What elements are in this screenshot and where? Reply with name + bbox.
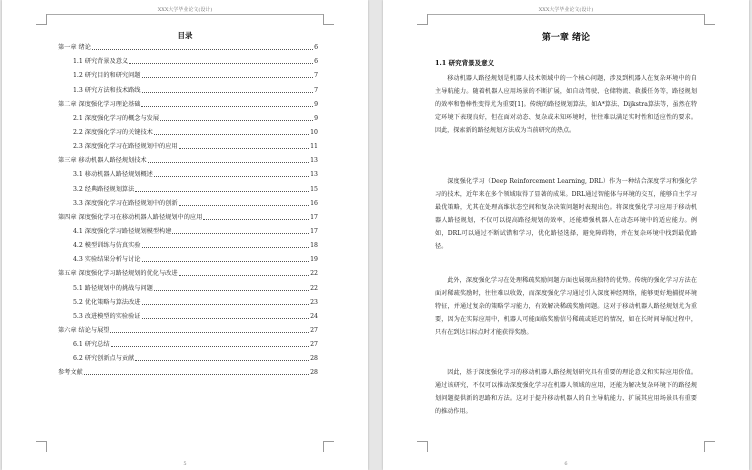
crop-mark	[417, 14, 428, 25]
toc-entry[interactable]	[58, 250, 318, 264]
toc-entry[interactable]	[58, 66, 318, 80]
page-number: 5	[183, 461, 187, 467]
toc-entry[interactable]	[58, 335, 318, 349]
toc-entry-page: 13	[310, 171, 318, 179]
toc-entry-label: 第三章 移动机器人路径规划技术	[58, 157, 147, 165]
toc-page	[2, 0, 368, 470]
toc-leader-dots	[142, 77, 314, 78]
toc-entry[interactable]	[58, 293, 318, 307]
toc-entry-label: 3.3 深度强化学习在路径规划中的创新	[73, 199, 178, 207]
toc-leader-dots	[203, 219, 309, 220]
toc-leader-dots	[160, 120, 313, 121]
body-paragraph: 移动机器人路径规划是机器人技术领域中的一个核心问题，涉及到机器人在复杂环境中的自主导航能力。随着机器人应用场景的不断扩展，如自动驾驶、仓储物流、救援任务等，路径规划的效率和鲁棒性变得尤为重要[1]。传统的路径规划算法，如A*算法、Dijkstra算法等，虽然在特定环境下表现良好，但在面对动态、复杂或未知环境时，往往难以满足实时性和适应性的要求。因此，探索新的路径规划方法成为当前研究的热点。	[435, 75, 697, 135]
toc-entry-page: 7	[314, 72, 318, 80]
toc-entry-label: 5.2 优化策略与算法改进	[73, 298, 141, 306]
running-header: XXX大学毕业论文(设计)	[157, 7, 213, 13]
toc-entry[interactable]	[58, 236, 318, 250]
toc-entry-label: 5.3 改进模型的实验验证	[73, 312, 141, 320]
toc-entry-page: 16	[310, 199, 318, 207]
toc-entry[interactable]	[58, 38, 318, 52]
toc-entry-label: 第二章 深度强化学习理论基础	[58, 100, 141, 108]
toc-entry-label: 第五章 深度强化学习路径规划的优化与改进	[58, 270, 178, 278]
toc-leader-dots	[84, 374, 309, 375]
toc-entry-page: 11	[310, 143, 318, 151]
toc-entry-label: 第一章 绪论	[58, 44, 91, 52]
crop-mark	[704, 14, 715, 25]
toc-entry-page: 24	[310, 312, 318, 320]
toc-entry-page: 28	[310, 369, 318, 377]
toc-title: 目录	[177, 31, 193, 40]
toc-leader-dots	[141, 106, 313, 107]
toc-leader-dots	[142, 247, 310, 248]
toc-entry-label: 1.2 研究目的和研究问题	[73, 72, 141, 80]
toc-leader-dots	[110, 332, 309, 333]
toc-entry-label: 3.1 移动机器人路径规划概述	[73, 171, 153, 179]
toc-leader-dots	[142, 304, 310, 305]
toc-leader-dots	[142, 261, 310, 262]
chapter-title: 第一章 绪论	[541, 33, 591, 43]
toc-entry-label: 4.3 实验结果分析与讨论	[73, 256, 141, 264]
toc-entry-label: 4.2 模型训练与仿真实验	[73, 242, 141, 250]
toc-leader-dots	[179, 148, 310, 149]
toc-entry[interactable]	[58, 363, 318, 377]
toc-entry[interactable]	[58, 321, 318, 335]
toc-entry-page: 19	[310, 256, 318, 264]
toc-leader-dots	[142, 92, 314, 93]
page-number: 6	[564, 461, 568, 467]
toc-leader-dots	[154, 176, 309, 177]
toc-entry-page: 28	[310, 355, 318, 363]
body-paragraph: 因此，基于深度强化学习的移动机器人路径规划研究具有重要的理论意义和实际应用价值。通过该研究，不仅可以推动深度强化学习在机器人领域的应用，还能为解决复杂环境下的路径规划问题提供新的思路和方法。这对于提升移动机器人的自主导航能力、扩展其应用场景具有重要的推动作用。	[435, 369, 697, 416]
toc-entry-page: 23	[310, 298, 318, 306]
toc-entry-page: 27	[310, 326, 318, 334]
toc-entry-page: 22	[310, 284, 318, 292]
toc-entry-page: 9	[314, 114, 318, 122]
toc-leader-dots	[179, 205, 310, 206]
toc-entry-label: 1.3 研究方法和技术路线	[73, 86, 141, 94]
toc-entry-label: 2.3 深度强化学习在路径规划中的应用	[73, 143, 178, 151]
toc-entry[interactable]	[58, 80, 318, 94]
toc-entry-label: 4.1 深度强化学习路径规划模型构建	[73, 227, 172, 235]
toc-entry-label: 第六章 结论与展望	[58, 326, 110, 334]
toc-entry-label: 3.2 经典路径规划算法	[73, 185, 135, 193]
toc-entry-page: 27	[310, 341, 318, 349]
toc-entry[interactable]	[58, 307, 318, 321]
toc-entry[interactable]	[58, 222, 318, 236]
body-paragraph: 此外，深度强化学习在处理稀疏奖励问题方面也展现出独特的优势。传统的强化学习方法在面对稀疏奖励时，往往难以收敛，而深度强化学习通过引入深度神经网络，能够更好地捕捉环境特征，并通过复杂的策略学习能力，有效解决稀疏奖励问题。这对于移动机器人路径规划尤为重要，因为在实际应用中，机器人可能面临奖励信号稀疏或延迟的情况，如在长时间导航过程中，只有在到达目标点时才能获得奖励。	[435, 277, 697, 337]
toc-leader-dots	[148, 162, 310, 163]
toc-entry-label: 第四章 深度强化学习在移动机器人路径规划中的应用	[58, 213, 203, 221]
toc-entry-label: 2.1 深度强化学习的概念与发展	[73, 114, 160, 122]
toc-entry-page: 13	[310, 157, 318, 165]
toc-leader-dots	[92, 49, 313, 50]
toc-entry-label: 2.2 深度强化学习的关键技术	[73, 128, 153, 136]
section-heading: 1.1 研究背景及意义	[435, 59, 495, 67]
body-paragraph: 深度强化学习（Deep Reinforcement Learning, DRL）作为一种结合深度学习和强化学习的技术，近年来在多个领域取得了显著的成果。DRL通过智能体与环境的交互，能够自主学习最优策略，尤其在处理高维状态空间和复杂决策问题时表现出色。将深度强化学习应用于移动机器人路径规划，不仅可以提高路径规划的效率，还能增强机器人在动态环境中的适应能力。例如，DRL可以通过不断试错和学习，优化路径选择，避免障碍物，并在复杂环境中找到最优路径。	[435, 178, 697, 251]
toc-entry-label: 5.1 路径规划中的挑战与问题	[73, 284, 153, 292]
toc-entry[interactable]	[58, 264, 318, 278]
toc-leader-dots	[135, 191, 309, 192]
toc-entry-page: 15	[310, 185, 318, 193]
toc-list	[58, 38, 318, 377]
toc-entry-label: 1.1 研究背景及意义	[73, 58, 129, 66]
toc-leader-dots	[179, 275, 310, 276]
toc-entry[interactable]	[58, 179, 318, 193]
toc-entry-page: 17	[310, 213, 318, 221]
crop-mark	[704, 441, 715, 452]
header-rule	[427, 14, 705, 15]
header-rule	[46, 14, 324, 15]
toc-leader-dots	[135, 360, 309, 361]
toc-entry[interactable]	[58, 194, 318, 208]
toc-entry-label: 6.1 研究总结	[73, 341, 110, 349]
toc-entry[interactable]	[58, 278, 318, 292]
toc-entry-page: 6	[314, 44, 318, 52]
toc-entry[interactable]	[58, 137, 318, 151]
toc-entry[interactable]	[58, 151, 318, 165]
toc-leader-dots	[154, 290, 309, 291]
crop-mark	[323, 14, 334, 25]
toc-leader-dots	[129, 63, 313, 64]
toc-entry-page: 9	[314, 100, 318, 108]
running-header: XXX大学毕业论文(设计)	[538, 7, 594, 13]
toc-entry[interactable]	[58, 349, 318, 363]
crop-mark	[36, 441, 47, 452]
toc-entry-label: 6.2 研究创新点与贡献	[73, 355, 135, 363]
chapter-page	[383, 0, 749, 470]
toc-leader-dots	[154, 134, 309, 135]
toc-entry[interactable]	[58, 109, 318, 123]
toc-entry-page: 18	[310, 242, 318, 250]
toc-entry[interactable]	[58, 208, 318, 222]
crop-mark	[323, 441, 334, 452]
toc-entry-page: 7	[314, 86, 318, 94]
toc-entry-page: 22	[310, 270, 318, 278]
toc-entry-page: 17	[310, 227, 318, 235]
toc-entry[interactable]	[58, 95, 318, 109]
crop-mark	[36, 14, 47, 25]
toc-entry-label: 参考文献	[58, 369, 83, 377]
toc-entry-page: 10	[310, 128, 318, 136]
toc-leader-dots	[111, 346, 310, 347]
crop-mark	[417, 441, 428, 452]
toc-leader-dots	[172, 233, 309, 234]
toc-entry[interactable]	[58, 52, 318, 66]
toc-entry-page: 6	[314, 58, 318, 66]
toc-entry[interactable]	[58, 165, 318, 179]
toc-leader-dots	[142, 318, 310, 319]
toc-entry[interactable]	[58, 123, 318, 137]
